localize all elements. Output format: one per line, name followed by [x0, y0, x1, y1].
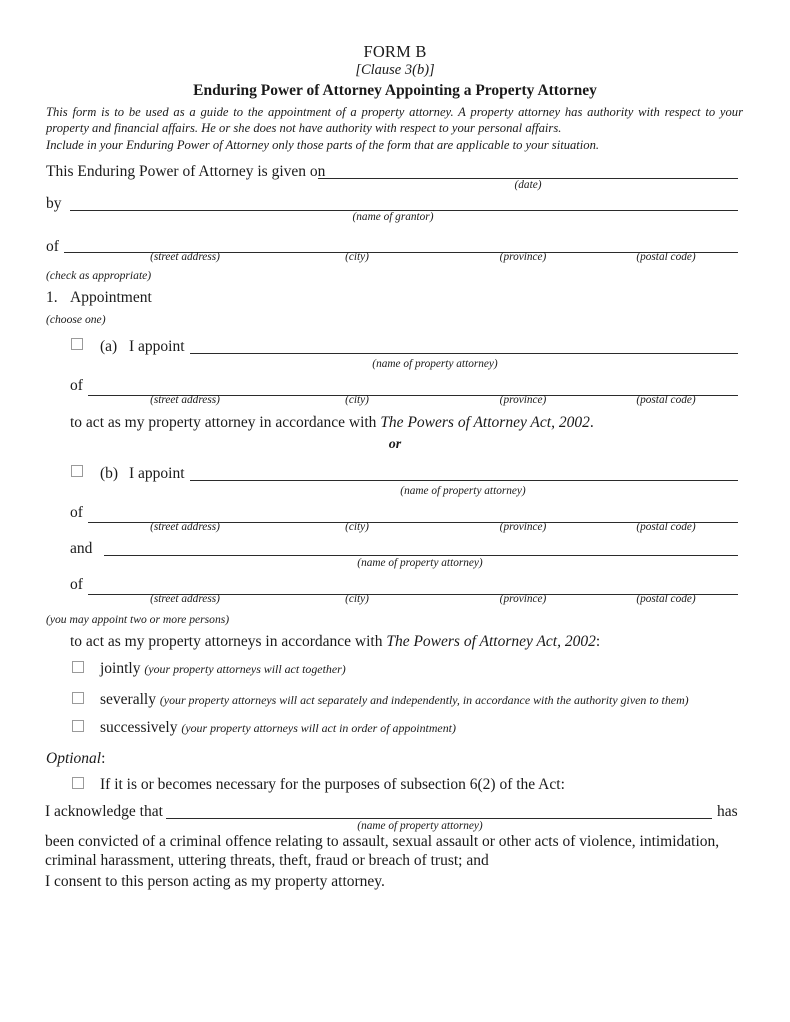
option-b-postal2-caption: (postal code) — [636, 593, 696, 605]
optional-heading-colon: : — [101, 750, 106, 767]
subsection-6-2-label: If it is or becomes necessary for the purposes of subsection 6(2) of the Act: — [100, 776, 565, 793]
option-a-attorney-fill-line[interactable] — [190, 353, 738, 354]
consent-statement: I consent to this person acting as my property attorney. — [45, 873, 385, 890]
option-b-postal-caption: (postal code) — [636, 521, 696, 533]
option-a-of-label: of — [70, 377, 83, 394]
checkbox-jointly[interactable] — [72, 661, 84, 673]
checkbox-severally[interactable] — [72, 692, 84, 704]
acknowledge-lead-label: I acknowledge that — [45, 803, 163, 820]
intro-paragraph-2: Include in your Enduring Power of Attorney only those parts of the form that are applicable to your situation. — [46, 138, 600, 152]
option-a-act-title: The Powers of Attorney Act, 2002 — [380, 414, 590, 431]
option-b-province-caption: (province) — [499, 521, 547, 533]
date-caption: (date) — [514, 179, 542, 191]
checkbox-option-b[interactable] — [71, 465, 83, 477]
jointly-label: jointly — [100, 660, 141, 677]
option-b-province2-caption: (province) — [499, 593, 547, 605]
option-b-city-caption: (city) — [345, 521, 369, 533]
or-divider: or — [388, 437, 402, 452]
severally-label: severally — [100, 691, 156, 708]
option-a-city-caption: (city) — [345, 394, 369, 406]
option-b-city2-caption: (city) — [345, 593, 369, 605]
option-b-attorney-fill-line[interactable] — [190, 480, 738, 481]
checkbox-successively[interactable] — [72, 720, 84, 732]
form-number: FORM B — [363, 42, 427, 61]
option-a-postal-caption: (postal code) — [636, 394, 696, 406]
option-a-act-text: to act as my property attorney in accordance with — [70, 414, 381, 431]
option-b-act-text: to act as my property attorneys in accordance with — [70, 633, 387, 650]
option-b-act-title: The Powers of Attorney Act, 2002 — [386, 633, 596, 650]
conviction-statement: been convicted of a criminal offence relating to assault, sexual assault or other acts of violence, intimidation, criminal harassment, uttering threats, theft, fraud or breach of trust; and — [45, 833, 720, 869]
check-as-appropriate-note: (check as appropriate) — [46, 269, 152, 282]
acknowledge-tail-label: has — [717, 803, 738, 820]
option-b-of-label: of — [70, 504, 83, 521]
option-a-marker: (a) — [100, 338, 118, 355]
city-caption: (city) — [345, 251, 369, 263]
checkbox-subsection-6-2[interactable] — [72, 777, 84, 789]
by-label: by — [46, 195, 62, 212]
option-b-of2-label: of — [70, 576, 83, 593]
severally-description: (your property attorneys will act separately and independently, in accordance with the authority given to them) — [159, 693, 689, 707]
province-caption: (province) — [499, 251, 547, 263]
successively-label: successively — [100, 719, 178, 736]
acknowledge-attorney-caption: (name of property attorney) — [357, 820, 483, 832]
option-b-attorney2-caption: (name of property attorney) — [357, 557, 483, 569]
checkbox-option-a[interactable] — [71, 338, 83, 350]
option-b-and-label: and — [70, 540, 93, 557]
option-b-attorney-caption: (name of property attorney) — [400, 485, 526, 497]
section-1-number: 1. — [46, 289, 58, 306]
choose-one-note: (choose one) — [46, 313, 106, 326]
option-b-appoint-label: I appoint — [129, 465, 185, 482]
of-label-grantor: of — [46, 238, 59, 255]
option-b-street-caption: (street address) — [150, 521, 220, 533]
successively-description: (your property attorneys will act in order of appointment) — [181, 721, 456, 735]
option-b-act-statement — [70, 632, 730, 651]
option-b-street2-caption: (street address) — [150, 593, 220, 605]
multiple-persons-note: (you may appoint two or more persons) — [46, 613, 230, 626]
section-1-heading: Appointment — [70, 289, 152, 306]
option-b-marker: (b) — [100, 465, 119, 482]
option-a-attorney-caption: (name of property attorney) — [372, 358, 498, 370]
manner-option-successively — [100, 719, 456, 737]
manner-option-jointly — [100, 660, 346, 678]
grantor-name-caption: (name of grantor) — [352, 211, 434, 223]
optional-heading-text: Optional — [46, 750, 102, 767]
option-a-street-caption: (street address) — [150, 394, 220, 406]
option-b-attorney2-fill-line[interactable] — [104, 555, 738, 556]
street-address-caption: (street address) — [150, 251, 220, 263]
option-b-act-tail: : — [595, 633, 601, 650]
option-a-act-tail: . — [589, 414, 594, 431]
acknowledge-attorney-fill-line[interactable] — [166, 818, 712, 819]
option-a-province-caption: (province) — [499, 394, 547, 406]
given-on-label: This Enduring Power of Attorney is given on — [46, 163, 326, 180]
intro-paragraph-1: This form is to be used as a guide to the appointment of a property attorney. A property attorney has authority with respect to your property and financial affairs. He or she does not have authority with respect to your personal affairs. — [46, 105, 743, 135]
page-title: Enduring Power of Attorney Appointing a Property Attorney — [193, 82, 597, 99]
postal-code-caption: (postal code) — [636, 251, 696, 263]
optional-heading — [46, 750, 105, 768]
option-a-appoint-label: I appoint — [129, 338, 185, 355]
jointly-description: (your property attorneys will act together) — [144, 662, 346, 676]
option-a-act-statement — [70, 413, 730, 432]
manner-option-severally — [100, 691, 689, 709]
clause-reference: [Clause 3(b)] — [355, 62, 435, 78]
